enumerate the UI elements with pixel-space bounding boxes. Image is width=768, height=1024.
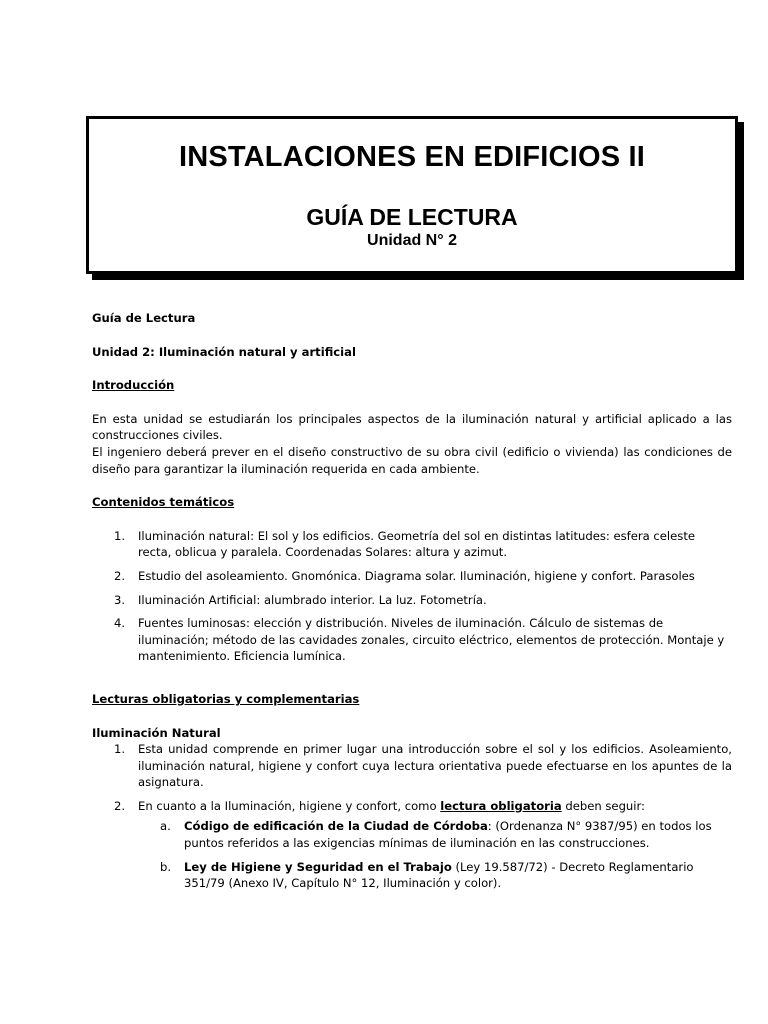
list-item-text: En cuanto a la Iluminación, higiene y confort, como: [138, 798, 441, 813]
document-body: [92, 310, 732, 899]
intro-paragraph-1: En esta unidad se estudiarán los principales aspectos de la iluminación natural y artificial aplicado a las construcciones civiles.: [92, 411, 732, 443]
list-item-text: Esta unidad comprende en primer lugar una introducción sobre el sol y los edificios. Asoleamiento, iluminación natural, higiene y confort cuya lectura orientativa puede efectuarse en los apuntes de la asignatura.: [138, 742, 732, 790]
list-item: 2. En cuanto a la Iluminación, higiene y confort, como lectura obligatoria deben seguir: a. Código de edificación de la Ciudad de Córdoba: (Ordenanza N° 9387/95) en todos los puntos referidos a las exigencias mínimas de iluminación en las construcciones. b. Ley de Higiene y Seguridad en el Trabajo (Ley 19.587/72) - Decreto Reglamentario 351/79 (Anexo IV, Capítulo N° 12, Iluminación y color).: [92, 798, 732, 892]
list-item: 4. Fuentes luminosas: elección y distribución. Niveles de iluminación. Cálculo de sistemas de iluminación; método de las cavidades zonales, circuito eléctrico, elementos de protección. Montaje y mantenimiento. Eficiencia lumínica.: [114, 616, 725, 664]
sub-list: [138, 818, 732, 891]
intro-heading: Introducción: [92, 378, 175, 393]
readings-list: [92, 741, 732, 892]
unit-number: Unidad N° 2: [367, 232, 457, 249]
natural-lighting-heading: Iluminación Natural: [92, 725, 221, 740]
title-box: [86, 116, 738, 274]
sub-list-item: a. Código de edificación de la Ciudad de Córdoba: (Ordenanza N° 9387/95) en todos los puntos referidos a las exigencias mínimas de iluminación en las construcciones.: [160, 819, 712, 851]
document-title: INSTALACIONES EN EDIFICIOS II: [178, 141, 646, 173]
sub-list-item: b. Ley de Higiene y Seguridad en el Trabajo (Ley 19.587/72) - Decreto Reglamentario 351/79 (Anexo IV, Capítulo N° 12, Iluminación y color).: [160, 859, 694, 891]
list-item-text: Estudio del asoleamiento. Gnomónica. Diagrama solar. Iluminación, higiene y confort. Parasoles: [138, 568, 695, 583]
list-item: 2. Estudio del asoleamiento. Gnomónica. Diagrama solar. Iluminación, higiene y confort. Parasoles: [114, 568, 695, 583]
contents-list: [92, 528, 732, 665]
reference-title: Código de edificación de la Ciudad de Córdoba: [184, 819, 488, 834]
mandatory-reading-text: lectura obligatoria: [440, 798, 562, 813]
list-item-text: Fuentes luminosas: elección y distribución. Niveles de iluminación. Cálculo de sistemas de iluminación; método de las cavidades zonales, circuito eléctrico, elementos de protección. Montaje y mantenimiento. Eficiencia lumínica.: [138, 616, 725, 664]
list-item: 1. Esta unidad comprende en primer lugar una introducción sobre el sol y los edificios. Asoleamiento, iluminación natural, higiene y confort cuya lectura orientativa puede efectuarse en los apuntes de la asignatura.: [114, 742, 732, 790]
document-subtitle: GUÍA DE LECTURA: [306, 204, 518, 230]
unit-heading: Unidad 2: Iluminación natural y artificial: [92, 344, 356, 359]
reference-title: Ley de Higiene y Seguridad en el Trabajo: [184, 859, 452, 874]
list-item: 1. Iluminación natural: El sol y los edificios. Geometría del sol en distintas latitudes: esfera celeste recta, oblicua y paralela. Coordenadas Solares: altura y azimut.: [114, 528, 695, 560]
list-item-text: Iluminación Artificial: alumbrado interior. La luz. Fotometría.: [138, 592, 487, 607]
intro-paragraph-2: El ingeniero deberá prever en el diseño constructivo de su obra civil (edificio o vivienda) las condiciones de diseño para garantizar la iluminación requerida en cada ambiente.: [92, 444, 732, 476]
guide-label: Guía de Lectura: [92, 311, 196, 325]
readings-heading: Lecturas obligatorias y complementarias: [92, 691, 360, 706]
list-item: 3. Iluminación Artificial: alumbrado interior. La luz. Fotometría.: [114, 592, 487, 607]
contents-heading: Contenidos temáticos: [92, 495, 235, 510]
list-item-text: Iluminación natural: El sol y los edificios. Geometría del sol en distintas latitudes: esfera celeste recta, oblicua y paralela. Coordenadas Solares: altura y azimut.: [138, 528, 695, 560]
